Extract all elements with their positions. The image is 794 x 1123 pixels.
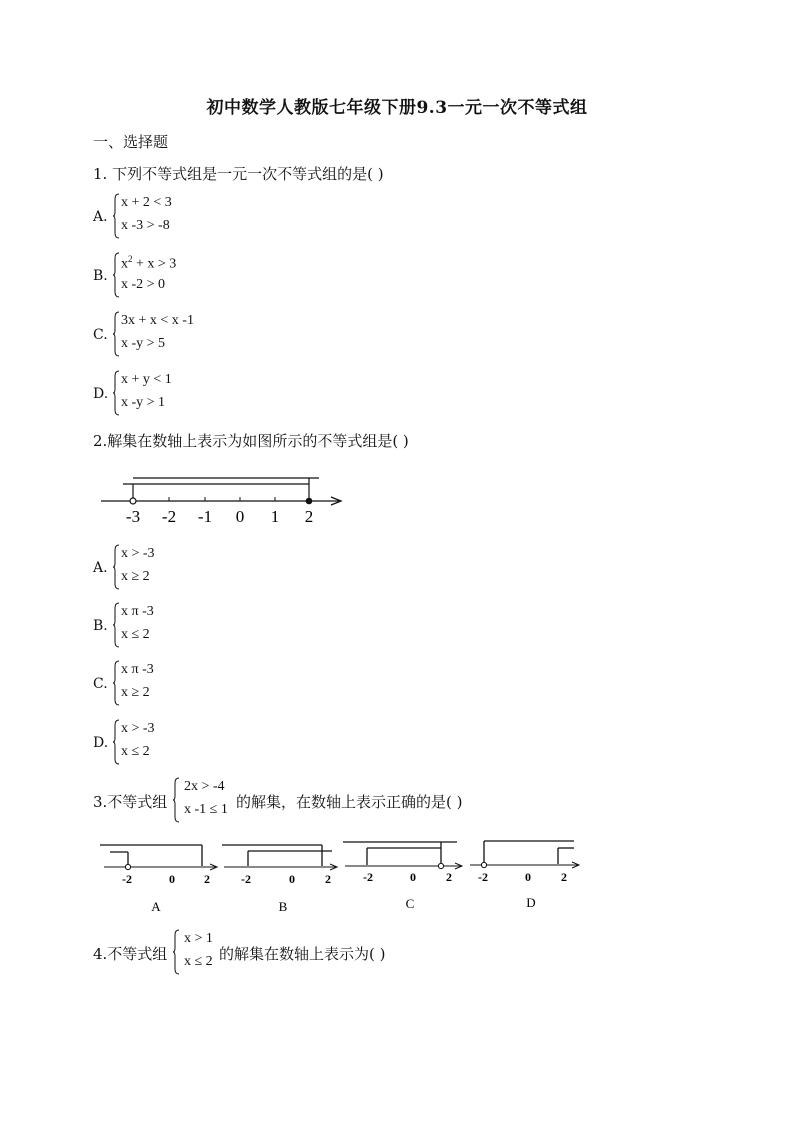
question-2-stem: 2.解集在数轴上表示为如图所示的不等式组是( )	[93, 432, 409, 450]
inequality-line-2: x ≤ 2	[121, 627, 150, 642]
section-heading: 一、选择题	[93, 133, 169, 151]
option-label: D.	[93, 386, 109, 402]
stem-prefix: 3.不等式组	[93, 793, 168, 811]
tick-label: 0	[169, 872, 175, 886]
inequality-line-2: x -3 > -8	[121, 218, 170, 233]
option-label: C.	[93, 676, 108, 692]
tick-label: -2	[241, 872, 251, 886]
tick-label: -2	[122, 872, 132, 886]
open-point-marker	[125, 864, 130, 869]
tick-label: 0	[525, 870, 531, 884]
tick-label: 0	[289, 872, 295, 886]
tick-label: 1	[270, 507, 280, 526]
brace-icon	[113, 193, 119, 239]
tick-label: 2	[561, 870, 567, 884]
brace-icon	[113, 602, 119, 648]
question-1-stem: 1. 下列不等式组是一元一次不等式组的是( )	[93, 165, 384, 183]
tick-label: 0	[410, 870, 416, 884]
inequality-line-2: x ≥ 2	[121, 685, 150, 700]
brace-icon	[113, 252, 119, 298]
brace-icon	[113, 311, 119, 357]
number-line-figure	[95, 470, 347, 530]
choice-label: B	[278, 899, 288, 914]
q3-choice-c[interactable]	[339, 836, 465, 916]
inequality-line-2: x ≤ 2	[121, 744, 150, 759]
q3-choice-b[interactable]	[216, 838, 340, 918]
stem-prefix: 4.不等式组	[93, 945, 168, 963]
tick-label: 2	[325, 872, 331, 886]
tick-label: -2	[161, 507, 177, 526]
brace-icon	[173, 777, 179, 823]
option-label: C.	[93, 327, 108, 343]
stem-suffix: 的解集，在数轴上表示正确的是( )	[236, 793, 463, 811]
option-label: B.	[93, 618, 108, 634]
inequality-line-1: $x^2 + x > 3$	[121, 254, 177, 272]
open-point-marker	[481, 862, 486, 867]
question-4-stem	[93, 929, 493, 979]
page-title: 初中数学人教版七年级下册9.3一元一次不等式组	[206, 98, 588, 118]
brace-icon	[173, 929, 179, 975]
tick-label: 2	[304, 507, 314, 526]
brace-icon	[113, 544, 119, 590]
tick-label: -1	[197, 507, 213, 526]
tick-label: -2	[363, 870, 373, 884]
inequality-line-2: x ≥ 2	[121, 569, 150, 584]
open-point-marker	[130, 498, 136, 504]
inequality-line-1: x + y < 1	[121, 372, 172, 387]
inequality-line-2: x -1 ≤ 1	[184, 802, 228, 817]
inequality-line-1: x π -3	[121, 604, 154, 619]
inequality-line-1: x > -3	[121, 546, 155, 561]
choice-label: D	[526, 895, 536, 910]
option-label: D.	[93, 735, 109, 751]
filled-point-marker	[306, 498, 313, 505]
inequality-line-1: 2x > -4	[184, 779, 225, 794]
tick-label: -3	[125, 507, 141, 526]
stem-suffix: 的解集在数轴上表示为( )	[219, 945, 386, 963]
q3-choice-d[interactable]	[466, 836, 586, 916]
q3-choice-a[interactable]	[96, 838, 220, 918]
question-3-stem	[93, 777, 533, 827]
choice-label: A	[151, 899, 161, 914]
tick-label: 2	[446, 870, 452, 884]
inequality-line-2: x -y > 5	[121, 336, 166, 351]
inequality-line-1: 3x + x < x -1	[121, 313, 194, 328]
option-label: A.	[93, 560, 108, 576]
tick-label: -2	[478, 870, 488, 884]
inequality-line-2: x ≤ 2	[184, 954, 213, 969]
inequality-line-1: x π -3	[121, 662, 154, 677]
inequality-line-2: x -2 > 0	[121, 277, 166, 292]
inequality-line-2: x -y > 1	[121, 395, 166, 410]
brace-icon	[113, 660, 119, 706]
inequality-line-1: x > 1	[184, 931, 213, 946]
inequality-line-1: x + 2 < 3	[121, 195, 172, 210]
option-label: B.	[93, 268, 108, 284]
option-label: A.	[93, 209, 108, 225]
choice-label: C	[405, 896, 415, 911]
open-point-marker	[438, 863, 443, 868]
brace-icon	[113, 370, 119, 416]
tick-label: 2	[204, 872, 210, 886]
inequality-line-1: x > -3	[121, 721, 155, 736]
tick-label: 0	[235, 507, 245, 526]
brace-icon	[113, 719, 119, 765]
